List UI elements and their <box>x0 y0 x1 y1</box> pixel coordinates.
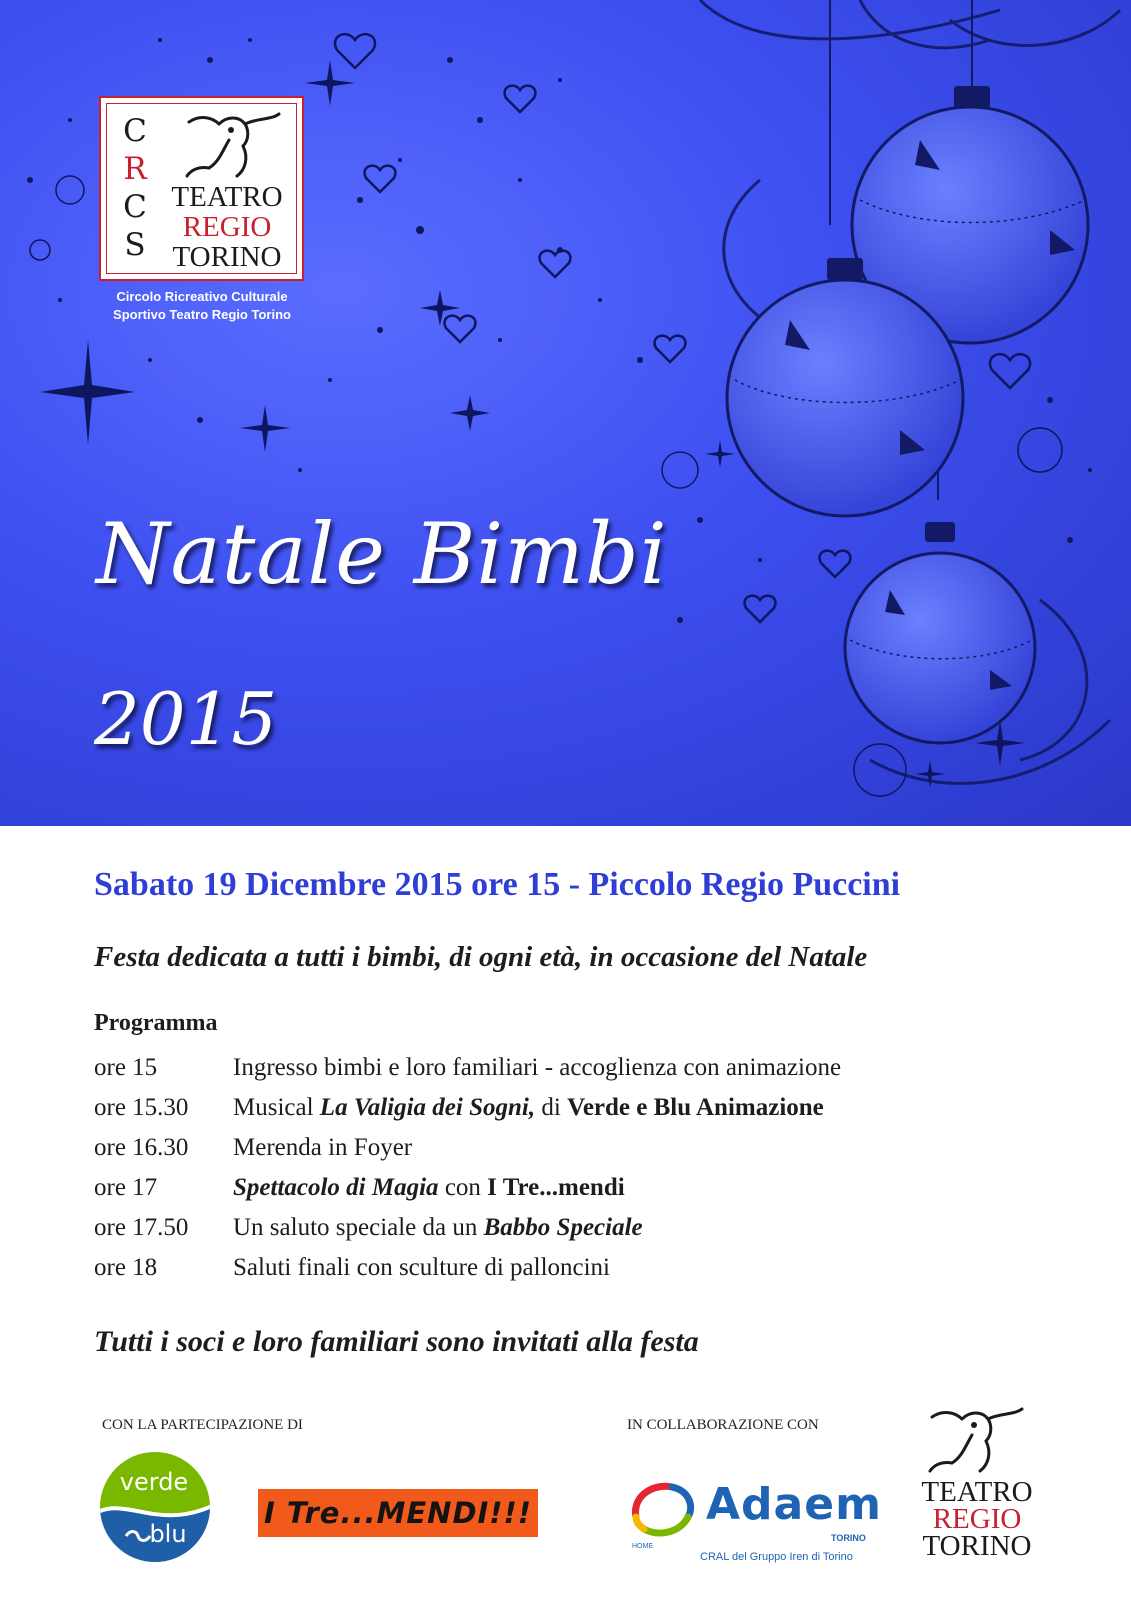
program-description <box>233 1174 625 1202</box>
program-text: Un saluto speciale da un <box>233 1214 484 1241</box>
logo-word: REGIO <box>182 211 272 243</box>
logo-letter: C <box>123 113 147 149</box>
verde-blu-logo-icon <box>98 1450 212 1564</box>
tre-mendi-logo <box>258 1489 538 1537</box>
program-description <box>233 1094 824 1122</box>
logo-caption <box>90 288 314 324</box>
blu-word: blu <box>149 1520 187 1548</box>
teatro-regio-words <box>912 1476 1042 1562</box>
adaem-torino: TORINO <box>831 1533 866 1543</box>
event-subtitle: Festa dedicata a tutti i bimbi, di ogni età, in occasione del Natale <box>94 941 868 973</box>
crcs-letters <box>123 112 147 264</box>
event-year: 2015 <box>94 677 278 761</box>
adaem-logo <box>628 1475 882 1569</box>
adaem-word: Adaem <box>706 1479 882 1530</box>
program-time: ore 17 <box>94 1174 158 1201</box>
bull-icon <box>179 110 287 182</box>
program-show-title: La Valigia dei Sogni, <box>319 1094 536 1121</box>
verde-word: verde <box>119 1468 189 1496</box>
program-time: ore 15.30 <box>94 1094 189 1121</box>
adaem-swirl-icon <box>628 1477 700 1541</box>
teatro-regio-logo <box>912 1405 1042 1565</box>
logo-caption-line: Sportivo Teatro Regio Torino <box>113 307 291 322</box>
event-date-location: Sabato 19 Dicembre 2015 ore 15 - Piccolo Regio Puccini <box>94 866 901 903</box>
program-text: con <box>438 1174 488 1201</box>
tre-mendi-text: I Tre...MENDI!!! <box>264 1496 532 1530</box>
program-list <box>94 1048 1074 1288</box>
logo-letter: R <box>123 151 147 187</box>
closing-invitation: Tutti i soci e loro familiari sono invitati alla festa <box>94 1325 699 1358</box>
partner-label: CON LA PARTECIPAZIONE DI <box>102 1417 303 1433</box>
ornament-ball-3 <box>845 522 1035 743</box>
tr-word: REGIO <box>932 1503 1022 1535</box>
program-item <box>94 1128 1074 1168</box>
program-show-title: Spettacolo di Magia <box>233 1174 439 1201</box>
program-description <box>233 1214 643 1242</box>
logo-letter: C <box>123 189 147 225</box>
program-time: ore 16.30 <box>94 1134 189 1161</box>
bull-icon <box>924 1405 1028 1477</box>
crcs-logo <box>99 96 304 281</box>
tr-word: TEATRO <box>921 1476 1033 1508</box>
logo-caption-line: Circolo Ricreativo Culturale <box>116 289 288 304</box>
crcs-words <box>163 182 291 272</box>
program-item <box>94 1048 1074 1088</box>
program-heading: Programma <box>94 1010 218 1036</box>
program-text: Musical <box>233 1094 320 1121</box>
program-description: Ingresso bimbi e loro familiari - accoglienza con animazione <box>233 1054 842 1081</box>
program-item <box>94 1208 1074 1248</box>
program-description: Merenda in Foyer <box>233 1134 413 1161</box>
adaem-home: HOME <box>632 1543 653 1550</box>
program-item <box>94 1168 1074 1208</box>
program-description: Saluti finali con sculture di palloncini <box>233 1254 611 1281</box>
program-text: di <box>535 1094 568 1121</box>
program-show-title: Babbo Speciale <box>483 1214 643 1241</box>
tr-word: TORINO <box>922 1530 1032 1562</box>
adaem-cral: CRAL del Gruppo Iren di Torino <box>700 1551 853 1563</box>
program-time: ore 18 <box>94 1254 158 1281</box>
event-title: Natale Bimbi <box>96 505 668 603</box>
program-performer: Verde e Blu Animazione <box>567 1094 824 1121</box>
logo-word: TEATRO <box>171 181 283 213</box>
logo-letter: S <box>124 227 146 263</box>
program-time: ore 17.50 <box>94 1214 189 1241</box>
logo-word: TORINO <box>172 241 282 273</box>
collaboration-label: IN COLLABORAZIONE CON <box>627 1417 819 1433</box>
program-performer: I Tre...mendi <box>487 1174 625 1201</box>
program-item <box>94 1088 1074 1128</box>
program-item <box>94 1248 1074 1288</box>
program-time: ore 15 <box>94 1054 158 1081</box>
